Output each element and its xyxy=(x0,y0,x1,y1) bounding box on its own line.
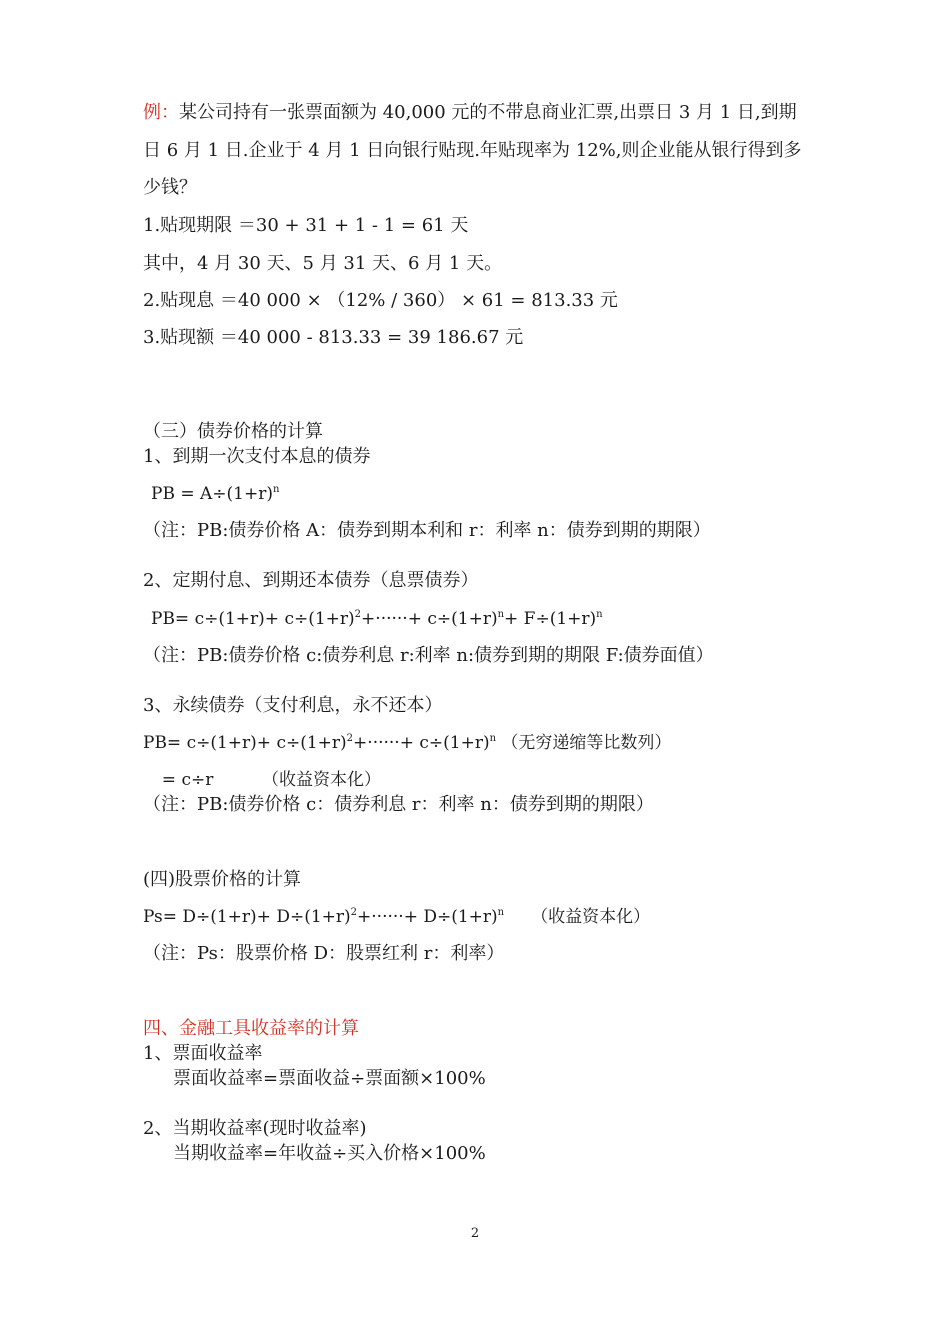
bond-s3-note: （注：PB:债券价格 c：债券利息 r：利率 n：债券到期的期限） xyxy=(143,794,654,815)
stock-formula-a: Ps= D÷(1+r)+ D÷(1+r) xyxy=(143,907,351,927)
bond-s3-sup-a: 2 xyxy=(346,733,354,744)
example-step-3: 3.贴现额 ＝40 000 - 813.33 = 39 186.67 元 xyxy=(143,327,524,348)
bond-s1-sup: n xyxy=(272,484,280,495)
stock-heading: (四)股票价格的计算 xyxy=(143,869,302,890)
bond-s1-title: 1、到期一次支付本息的债券 xyxy=(143,446,371,467)
bond-s3-formula-2: = c÷r （收益资本化） xyxy=(151,770,381,790)
example-line-2: 日 6 月 1 日.企业于 4 月 1 日向银行贴现.年贴现率为 12%,则企业能从银行得到多 xyxy=(143,140,802,161)
example-line-1 xyxy=(143,101,797,125)
page-number: 2 xyxy=(470,1226,480,1241)
yield-s1-formula: 票面收益率=票面收益÷票面额×100% xyxy=(173,1068,486,1089)
bond-s3-formula-b: +······+ c÷(1+r) xyxy=(353,733,490,753)
bond-heading: （三）债券价格的计算 xyxy=(143,421,323,442)
stock-formula-c: （收益资本化） xyxy=(504,907,651,927)
bond-s2-note: （注：PB:债券价格 c:债券利息 r:利率 n:债券到期的期限 F:债券面值） xyxy=(143,645,714,666)
yield-s2-title: 2、当期收益率(现时收益率) xyxy=(143,1118,367,1139)
stock-sup-a: 2 xyxy=(350,907,358,918)
bond-s2-formula-b: +······+ c÷(1+r) xyxy=(361,609,498,629)
stock-note: （注：Ps：股票价格 D：股票红利 r：利率） xyxy=(143,943,505,964)
example-label: 例： xyxy=(143,102,179,123)
bond-s2-formula-c: + F÷(1+r) xyxy=(504,609,597,629)
bond-s1-formula xyxy=(151,482,279,506)
bond-s3-title: 3、永续债券（支付利息，永不还本） xyxy=(143,695,443,716)
yield-s1-title: 1、票面收益率 xyxy=(143,1043,263,1064)
bond-s1-note: （注：PB:债券价格 A：债券到期本利和 r：利率 n：债券到期的期限） xyxy=(143,520,711,541)
bond-s3-formula-c: （无穷递缩等比数列） xyxy=(496,733,672,753)
example-step-1-note: 其中，4 月 30 天、5 月 31 天、6 月 1 天。 xyxy=(143,253,503,274)
bond-s2-title: 2、定期付息、到期还本债券（息票债券） xyxy=(143,570,479,591)
example-text-1: 某公司持有一张票面额为 40,000 元的不带息商业汇票,出票日 3 月 1 日,到期 xyxy=(179,102,797,123)
example-step-2: 2.贴现息 ＝40 000 × （12% / 360） × 61 = 813.33 元 xyxy=(143,290,618,311)
bond-s2-sup-b: n xyxy=(497,609,505,620)
stock-formula-b: +······+ D÷(1+r) xyxy=(357,907,498,927)
bond-s1-formula-text: PB = A÷(1+r) xyxy=(151,484,273,504)
stock-sup-b: n xyxy=(497,907,505,918)
bond-s3-sup-b: n xyxy=(489,733,497,744)
yield-heading: 四、金融工具收益率的计算 xyxy=(143,1018,359,1039)
bond-s2-sup-c: n xyxy=(596,609,603,620)
stock-formula xyxy=(143,905,650,929)
bond-s3-formula xyxy=(143,731,671,755)
bond-s2-formula-a: PB= c÷(1+r)+ c÷(1+r) xyxy=(151,609,355,629)
bond-s3-formula-a: PB= c÷(1+r)+ c÷(1+r) xyxy=(143,733,347,753)
example-step-1: 1.贴现期限 ＝30 + 31 + 1 - 1 = 61 天 xyxy=(143,215,469,236)
bond-s2-sup-a: 2 xyxy=(354,609,362,620)
bond-s2-formula xyxy=(151,607,603,631)
example-line-3: 少钱？ xyxy=(143,177,197,198)
yield-s2-formula: 当期收益率=年收益÷买入价格×100% xyxy=(173,1143,486,1164)
